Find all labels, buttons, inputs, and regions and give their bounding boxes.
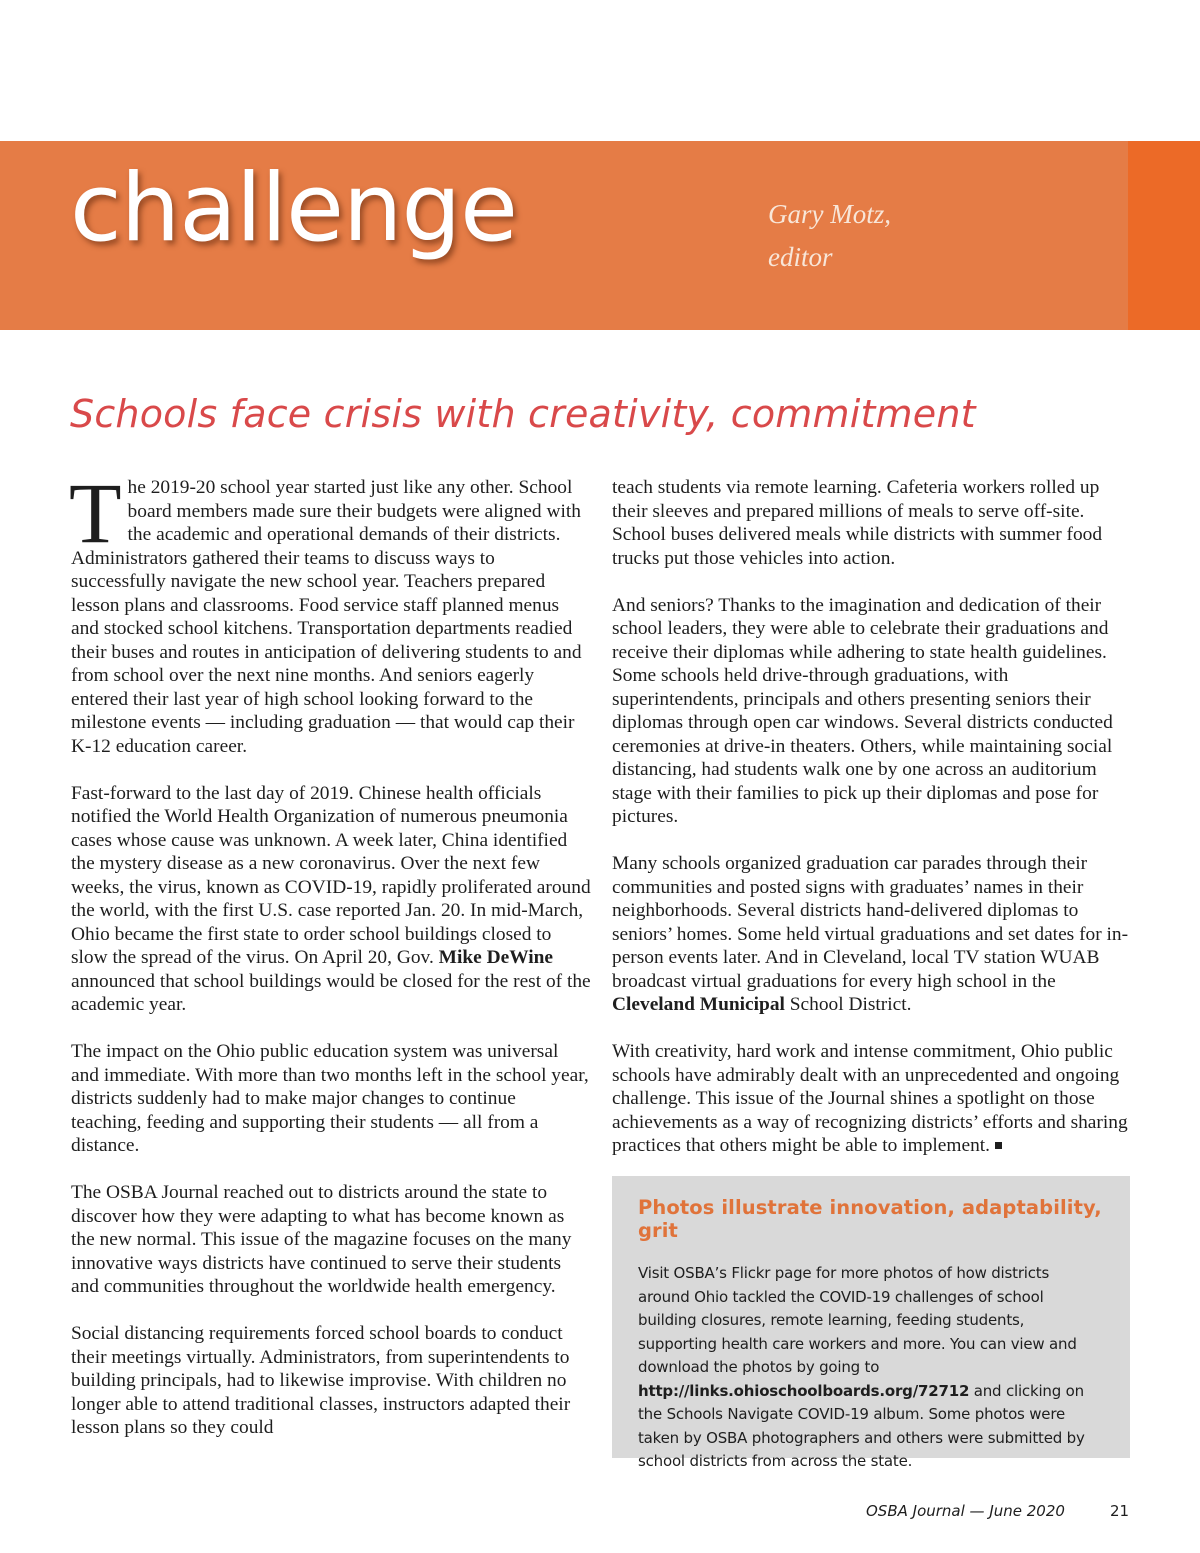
- byline: [768, 193, 891, 279]
- name-highlight: Mike DeWine: [438, 947, 554, 968]
- photos-sidebar: [612, 1176, 1130, 1470]
- article-paragraph: teach students via remote learning. Cafeteria workers rolled up their sleeves and prepared millions of meals to serve off-site. School buses delivered meals while districts with summer food trucks put those vehicles into action.: [612, 477, 1103, 569]
- article-paragraph: The OSBA Journal reached out to districts around the state to discover how they were adapting to what has become known as the new normal. This issue of the magazine focuses on the many innovative ways districts have continued to serve their students and communities throughout the worldwide health emergency.: [71, 1182, 572, 1297]
- drop-cap: T: [69, 465, 122, 561]
- article-paragraph: The 2019-20 school year started just like any other. School board members made sure their budgets were aligned with the academic and operational demands of their districts. Administrators gathered their teams to discuss ways to successfully navigate the new school year. Teachers prepared lesson plans and classrooms. Food service staff planned menus and stocked school kitchens. Transportation departments readied their buses and routes in anticipation of delivering students to and from school over the next nine months. And seniors eagerly entered their last year of high school looking forward to the milestone events — including graduation — that would cap their K-12 education career.: [69, 465, 582, 757]
- author-name: Gary Motz,: [768, 199, 891, 229]
- end-mark-icon: [995, 1142, 1002, 1149]
- article-paragraph: Fast-forward to the last day of 2019. Chinese health officials notified the World Health Organization of numerous pneumonia cases whose cause was unknown. A week later, China identified the mystery disease as a new coronavirus. Over the next few weeks, the virus, known as COVID-19, rapidly proliferated around the world, with the first U.S. case reported Jan. 20. In mid-March, Ohio became the first state to order school buildings closed to slow the spread of the virus. On April 20, Gov. Mike DeWine announced that school buildings would be closed for the rest of the academic year.: [71, 782, 591, 1015]
- article-paragraph: With creativity, hard work and intense commitment, Ohio public schools have admirably dealt with an unprecedented and ongoing challenge. This issue of the Journal shines a spotlight on those achievements as a way of recognizing districts’ efforts and sharing practices that others might be able to implement.: [612, 1041, 1128, 1156]
- banner-accent-strip: [1128, 141, 1200, 330]
- article-paragraph: And seniors? Thanks to the imagination and dedication of their school leaders, they were able to celebrate their graduations and receive their diplomas while adhering to state health guidelines. Some schools held drive-through graduations, with superintendents, principals and others presenting seniors their diplomas through open car windows. Several districts conducted ceremonies at drive-in theaters. Others, while maintaining social distancing, had students walk one by one across an auditorium stage with their families to pick up their diplomas and pose for pictures.: [612, 594, 1113, 827]
- article-column-left: [69, 465, 591, 1463]
- sidebar-body: Visit OSBA’s Flickr page for more photos of how districts around Ohio tackled the COVID-19 challenges of school building closures, remote learning, feeding students, supporting health care workers and more. You can view and download the photos by going to http://links.ohioschoolboards.org/72712 and clicking on the Schools Navigate COVID-19 album. Some photos were taken by OSBA photographers and others were submitted by school districts from across the state.: [638, 1264, 1085, 1470]
- article-paragraph: Social distancing requirements forced school boards to conduct their meetings virtually. Administrators, from superintendents to building principals, had to likewise improvise. With children no longer able to attend traditional classes, instructors adapted their lesson plans so they could: [71, 1323, 571, 1438]
- author-role: editor: [768, 242, 833, 272]
- footer-journal-title: OSBA Journal — June 2020: [866, 1502, 1065, 1520]
- name-highlight: Cleveland Municipal: [612, 994, 785, 1015]
- flickr-link[interactable]: http://links.ohioschoolboards.org/72712: [638, 1381, 970, 1400]
- article-column-right: [612, 476, 1132, 1181]
- page-number: 21: [1110, 1502, 1130, 1520]
- section-banner: [0, 141, 1200, 330]
- article-headline: Schools face crisis with creativity, commitment: [70, 392, 976, 436]
- sidebar-title: Photos illustrate innovation, adaptability, grit: [638, 1196, 1102, 1242]
- section-title: challenge: [70, 154, 518, 263]
- article-paragraph: Many schools organized graduation car parades through their communities and posted signs with graduates’ names in their neighborhoods. Several districts hand-delivered diplomas to seniors’ homes. Some held virtual graduations and set dates for in-person events later. And in Cleveland, local TV station WUAB broadcast virtual graduations for every high school in the Cleveland Municipal School District.: [612, 853, 1129, 1015]
- article-paragraph: The impact on the Ohio public education system was universal and immediate. With more than two months left in the school year, districts suddenly had to make major changes to continue teaching, feeding and supporting their students — all from a distance.: [71, 1041, 589, 1156]
